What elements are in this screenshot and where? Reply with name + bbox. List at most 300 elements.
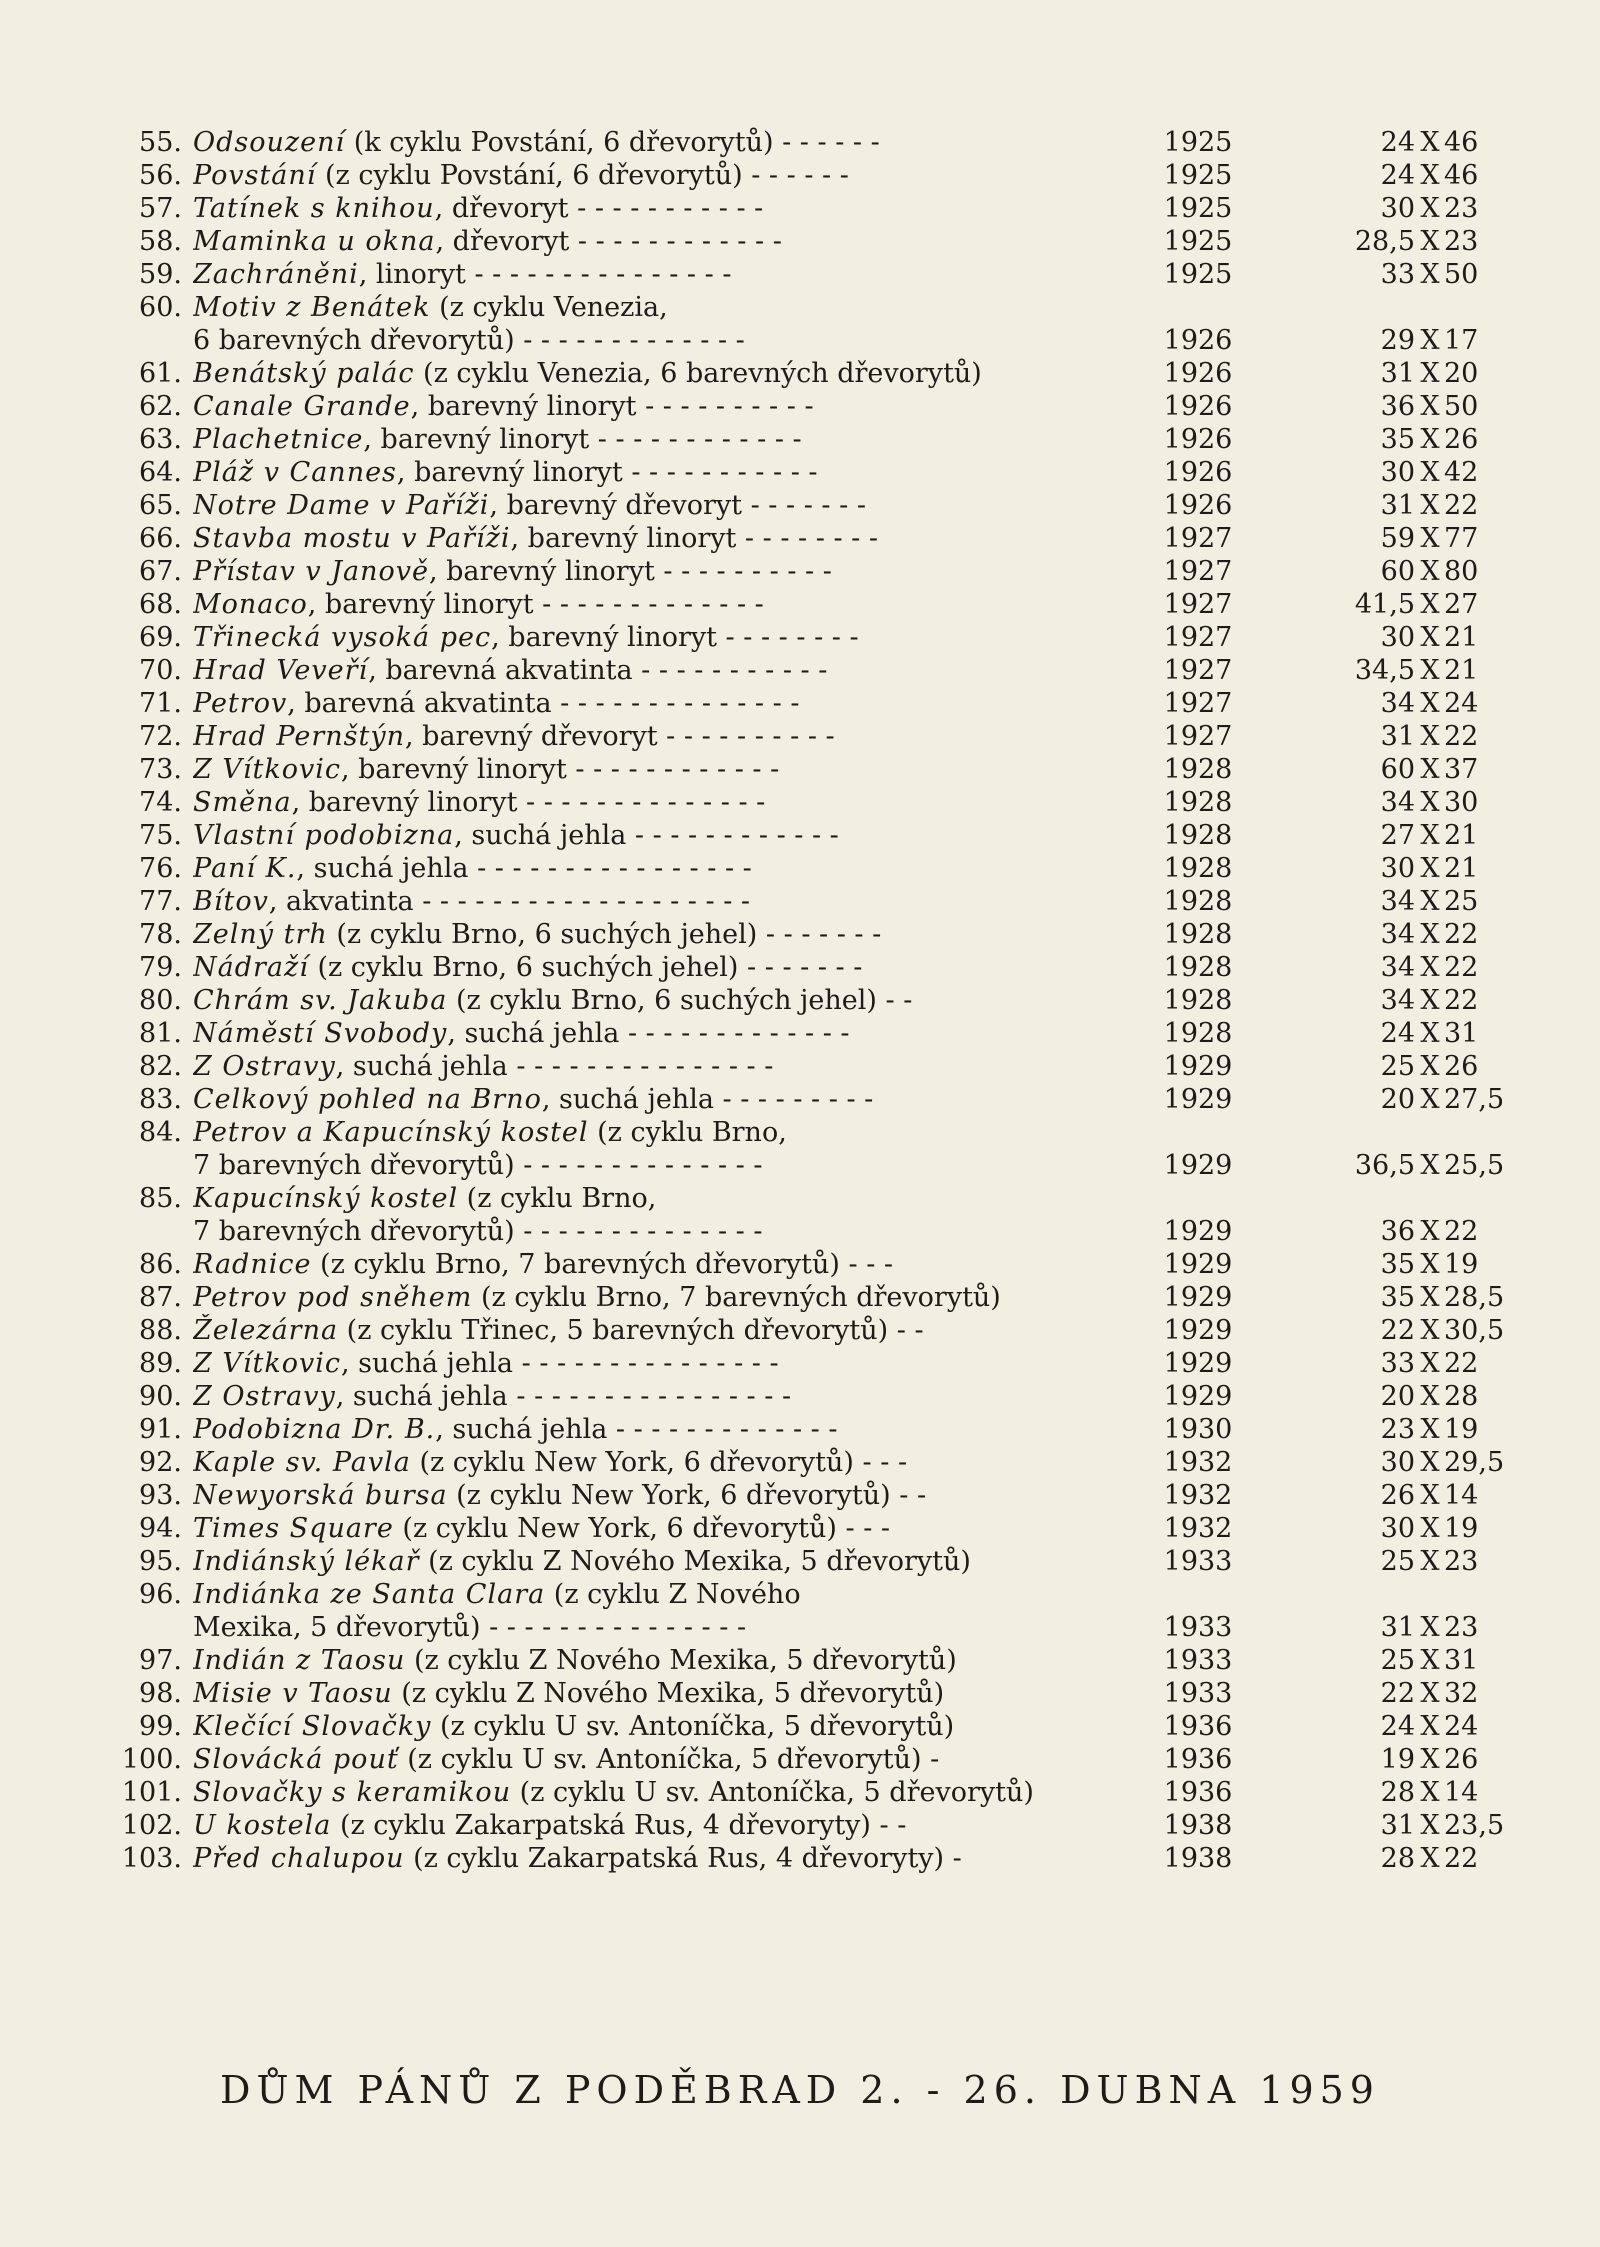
entry-height: 26 (1444, 1051, 1479, 1082)
entry-year: 1926 (1163, 457, 1233, 488)
catalog-entry (0, 1479, 1600, 1512)
entry-year: 1927 (1163, 622, 1233, 653)
entry-height: 37 (1444, 754, 1479, 785)
entry-number: 99. (139, 1711, 182, 1742)
entry-year: 1925 (1163, 193, 1233, 224)
dimension-separator: X (1420, 127, 1440, 158)
catalog-entry (0, 654, 1600, 687)
entry-title: Hrad Pernštýn (193, 721, 405, 752)
entry-height: 22 (1444, 1216, 1479, 1247)
entry-number: 75. (139, 820, 182, 851)
entry-title: Plachetnice (193, 424, 364, 455)
entry-height: 21 (1444, 622, 1479, 653)
entry-year: 1933 (1163, 1546, 1233, 1577)
exhibition-footer: DŮM PÁNŮ Z PODĚBRAD 2. - 26. DUBNA 1959 (220, 2068, 1380, 2112)
entry-description (193, 1512, 1098, 1545)
dimension-separator: X (1420, 1282, 1440, 1313)
dimension-separator: X (1420, 226, 1440, 257)
entry-number: 59. (139, 259, 182, 290)
entry-title: Z Ostravy (193, 1051, 336, 1082)
entry-details: (z cyklu Zakarpatská Rus, 4 dřevoryty) - (404, 1843, 962, 1874)
entry-number: 94. (139, 1513, 182, 1544)
entry-description (193, 687, 1098, 720)
entry-description (193, 621, 1098, 654)
dimension-separator: X (1420, 688, 1440, 719)
entry-description (193, 918, 1098, 951)
entry-height: 21 (1444, 820, 1479, 851)
entry-description (193, 522, 1098, 555)
entry-details: (z cyklu Třinec, 5 barevných dřevorytů) - - (338, 1315, 924, 1346)
entry-description (193, 885, 1098, 918)
entry-description (193, 1743, 1098, 1776)
entry-height: 22 (1444, 721, 1479, 752)
entry-year: 1938 (1163, 1810, 1233, 1841)
entry-details: , barevný linoryt - - - - - - - - - - - - - (307, 589, 764, 620)
catalog-entry (0, 1743, 1600, 1776)
entry-details: (z cyklu Venezia, 6 barevných dřevorytů) (414, 358, 982, 389)
entry-description (193, 1182, 1098, 1215)
entry-title: Z Vítkovic (193, 1348, 341, 1379)
dimension-separator: X (1420, 1480, 1440, 1511)
entry-width: 60 (1380, 556, 1415, 587)
entry-number: 71. (139, 688, 182, 719)
entry-height: 26 (1444, 1744, 1479, 1775)
entry-number: 70. (139, 655, 182, 686)
dimension-separator: X (1420, 1843, 1440, 1874)
entry-description (193, 786, 1098, 819)
catalog-entry (0, 1248, 1600, 1281)
entry-description (193, 126, 1098, 159)
catalog-entry (0, 687, 1600, 720)
entry-year: 1929 (1163, 1249, 1233, 1280)
entry-details: , suchá jehla - - - - - - - - - - - - - - - - (296, 853, 752, 884)
entry-width: 34,5 (1354, 655, 1415, 686)
entry-title: Zachráněni (193, 259, 359, 290)
entry-number: 60. (139, 292, 182, 323)
entry-year: 1926 (1163, 325, 1233, 356)
entry-details: (z cyklu Brno, 6 suchých jehel) - - (447, 985, 913, 1016)
entry-width: 59 (1380, 523, 1415, 554)
entry-description (193, 555, 1098, 588)
dimension-separator: X (1420, 622, 1440, 653)
entry-description (193, 1710, 1098, 1743)
catalog-entry (0, 1116, 1600, 1182)
entry-width: 29 (1380, 325, 1415, 356)
entry-height: 22 (1444, 1348, 1479, 1379)
dimension-separator: X (1420, 820, 1440, 851)
catalog-entry (0, 1545, 1600, 1578)
entry-height: 25,5 (1444, 1150, 1505, 1181)
entry-details: , barevný linoryt - - - - - - - - - - (428, 556, 832, 587)
entry-year: 1928 (1163, 853, 1233, 884)
catalog-list (0, 126, 1600, 1875)
entry-number: 56. (139, 160, 182, 191)
entry-width: 28,5 (1354, 226, 1415, 257)
dimension-separator: X (1420, 754, 1440, 785)
entry-description (193, 1314, 1098, 1347)
dimension-separator: X (1420, 457, 1440, 488)
dimension-separator: X (1420, 1018, 1440, 1049)
entry-continuation: 6 barevných dřevorytů) - - - - - - - - - - - - - (193, 325, 745, 356)
entry-year: 1928 (1163, 985, 1233, 1016)
entry-description (193, 951, 1098, 984)
entry-title: Misie v Taosu (193, 1678, 393, 1709)
catalog-entry (0, 1677, 1600, 1710)
catalog-entry (0, 291, 1600, 357)
entry-details: (z cyklu Venezia, (430, 292, 668, 323)
entry-year: 1925 (1163, 259, 1233, 290)
entry-description (193, 1248, 1098, 1281)
entry-title: Benátský palác (193, 358, 415, 389)
entry-description (193, 1050, 1098, 1083)
entry-year: 1928 (1163, 754, 1233, 785)
entry-width: 31 (1380, 490, 1415, 521)
entry-year: 1933 (1163, 1645, 1233, 1676)
entry-details: , barevný linoryt - - - - - - - - - - - - (340, 754, 780, 785)
entry-width: 20 (1380, 1084, 1415, 1115)
entry-year: 1932 (1163, 1480, 1233, 1511)
entry-number: 78. (139, 919, 182, 950)
entry-width: 34 (1380, 985, 1415, 1016)
entry-height: 50 (1444, 259, 1479, 290)
entry-title: Směna (193, 787, 292, 818)
entry-width: 22 (1380, 1315, 1415, 1346)
entry-description (193, 1347, 1098, 1380)
entry-details: , barevná akvatinta - - - - - - - - - - - - - - (287, 688, 800, 719)
entry-width: 25 (1380, 1645, 1415, 1676)
entry-description (193, 852, 1098, 885)
entry-title: Z Ostravy (193, 1381, 336, 1412)
catalog-entry (0, 489, 1600, 522)
catalog-entry (0, 225, 1600, 258)
catalog-entry (0, 1347, 1600, 1380)
entry-width: 34 (1380, 886, 1415, 917)
catalog-entry (0, 423, 1600, 456)
entry-number: 80. (139, 985, 182, 1016)
entry-number: 81. (139, 1018, 182, 1049)
entry-details: (z cyklu Z Nového Mexika, 5 dřevorytů) (405, 1645, 957, 1676)
catalog-entry (0, 1710, 1600, 1743)
entry-description (193, 720, 1098, 753)
entry-title: Petrov a Kapucínský kostel (193, 1117, 589, 1148)
entry-details: (z cyklu New York, 6 dřevorytů) - - (447, 1480, 927, 1511)
entry-details: , suchá jehla - - - - - - - - - - - - - (435, 1414, 838, 1445)
entry-width: 31 (1380, 1810, 1415, 1841)
entry-title: Times Square (193, 1513, 394, 1544)
dimension-separator: X (1420, 589, 1440, 620)
entry-width: 31 (1380, 358, 1415, 389)
catalog-entry (0, 192, 1600, 225)
entry-title: Radnice (193, 1249, 312, 1280)
dimension-separator: X (1420, 1744, 1440, 1775)
entry-number: 86. (139, 1249, 182, 1280)
entry-width: 22 (1380, 1678, 1415, 1709)
entry-details: , barevný linoryt - - - - - - - - - - (410, 391, 814, 422)
catalog-entry (0, 1842, 1600, 1875)
entry-description (193, 1281, 1098, 1314)
entry-title: Hrad Veveří (193, 655, 369, 686)
entry-details: (z cyklu Z Nového Mexika, 5 dřevorytů) (419, 1546, 971, 1577)
entry-details: , suchá jehla - - - - - - - - - - - - - - - - (335, 1381, 792, 1412)
entry-width: 28 (1380, 1843, 1415, 1874)
entry-year: 1927 (1163, 655, 1233, 686)
entry-number: 82. (139, 1051, 182, 1082)
entry-height: 46 (1444, 160, 1479, 191)
entry-year: 1927 (1163, 721, 1233, 752)
entry-continuation: Mexika, 5 dřevorytů) - - - - - - - - - - - - - - - (193, 1612, 747, 1643)
entry-width: 36 (1380, 391, 1415, 422)
dimension-separator: X (1420, 655, 1440, 686)
entry-width: 24 (1380, 1711, 1415, 1742)
entry-year: 1932 (1163, 1513, 1233, 1544)
entry-title: Canale Grande (193, 391, 411, 422)
entry-year: 1929 (1163, 1051, 1233, 1082)
entry-title: Kapucínský kostel (193, 1183, 459, 1214)
dimension-separator: X (1420, 391, 1440, 422)
entry-details: , barevný linoryt - - - - - - - - (510, 523, 878, 554)
entry-number: 76. (139, 853, 182, 884)
entry-height: 20 (1444, 358, 1479, 389)
entry-height: 26 (1444, 424, 1479, 455)
dimension-separator: X (1420, 1513, 1440, 1544)
entry-number: 89. (139, 1348, 182, 1379)
entry-details: , dřevoryt - - - - - - - - - - - - (435, 226, 782, 257)
entry-title: Povstání (193, 160, 317, 191)
catalog-entry (0, 555, 1600, 588)
entry-height: 31 (1444, 1018, 1479, 1049)
entry-description (193, 654, 1098, 687)
entry-number: 62. (139, 391, 182, 422)
entry-number: 83. (139, 1084, 182, 1115)
entry-width: 26 (1380, 1480, 1415, 1511)
entry-height: 19 (1444, 1249, 1479, 1280)
dimension-separator: X (1420, 358, 1440, 389)
entry-height: 42 (1444, 457, 1479, 488)
entry-year: 1927 (1163, 589, 1233, 620)
entry-details: (z cyklu U sv. Antoníčka, 5 dřevorytů) (431, 1711, 955, 1742)
entry-height: 28,5 (1444, 1282, 1505, 1313)
entry-details: (z cyklu New York, 6 dřevorytů) - - - (410, 1447, 908, 1478)
entry-description (193, 1809, 1098, 1842)
dimension-separator: X (1420, 193, 1440, 224)
entry-number: 57. (139, 193, 182, 224)
entry-continuation: 7 barevných dřevorytů) - - - - - - - - - - - - - - (193, 1150, 763, 1181)
entry-height: 27 (1444, 589, 1479, 620)
catalog-entry (0, 1776, 1600, 1809)
entry-description (193, 456, 1098, 489)
entry-description (193, 1842, 1098, 1875)
catalog-entry (0, 753, 1600, 786)
entry-title: Kaple sv. Pavla (193, 1447, 411, 1478)
entry-title: Newyorská bursa (193, 1480, 448, 1511)
entry-height: 17 (1444, 325, 1479, 356)
entry-continuation: 7 barevných dřevorytů) - - - - - - - - - - - - - - (193, 1216, 763, 1247)
dimension-separator: X (1420, 1414, 1440, 1445)
entry-details: , suchá jehla - - - - - - - - - - - - - - - (340, 1348, 779, 1379)
catalog-entry (0, 786, 1600, 819)
catalog-entry (0, 1578, 1600, 1644)
entry-year: 1925 (1163, 127, 1233, 158)
entry-title: Zelný trh (193, 919, 328, 950)
entry-details: , barevný linoryt - - - - - - - - - - - - - - (291, 787, 766, 818)
catalog-entry (0, 1644, 1600, 1677)
catalog-entry (0, 819, 1600, 852)
dimension-separator: X (1420, 259, 1440, 290)
entry-year: 1928 (1163, 1018, 1233, 1049)
entry-width: 24 (1380, 1018, 1415, 1049)
entry-title: Třinecká vysoká pec (193, 622, 492, 653)
entry-details: , suchá jehla - - - - - - - - - - - - - - - (335, 1051, 774, 1082)
dimension-separator: X (1420, 1810, 1440, 1841)
entry-number: 97. (139, 1645, 182, 1676)
catalog-entry (0, 357, 1600, 390)
catalog-entry (0, 1182, 1600, 1248)
entry-title: Přístav v Janově (193, 556, 429, 587)
entry-year: 1930 (1163, 1414, 1233, 1445)
catalog-entry (0, 1413, 1600, 1446)
entry-number: 84. (139, 1117, 182, 1148)
entry-title: Klečící Slovačky (193, 1711, 432, 1742)
entry-number: 90. (139, 1381, 182, 1412)
entry-width: 20 (1380, 1381, 1415, 1412)
entry-year: 1928 (1163, 952, 1233, 983)
entry-height: 23 (1444, 1612, 1479, 1643)
entry-number: 77. (139, 886, 182, 917)
entry-details: , barevný linoryt - - - - - - - - - - - (396, 457, 818, 488)
entry-title: Petrov pod sněhem (193, 1282, 473, 1313)
entry-description (193, 489, 1098, 522)
entry-year: 1929 (1163, 1216, 1233, 1247)
dimension-separator: X (1420, 160, 1440, 191)
entry-details: (z cyklu Brno, (588, 1117, 787, 1148)
entry-year: 1926 (1163, 391, 1233, 422)
entry-width: 30 (1380, 853, 1415, 884)
entry-year: 1925 (1163, 226, 1233, 257)
entry-width: 36 (1380, 1216, 1415, 1247)
entry-width: 30 (1380, 457, 1415, 488)
entry-title: Motiv z Benátek (193, 292, 431, 323)
entry-height: 30 (1444, 787, 1479, 818)
entry-width: 60 (1380, 754, 1415, 785)
entry-number: 95. (139, 1546, 182, 1577)
entry-height: 23 (1444, 226, 1479, 257)
entry-description (193, 1677, 1098, 1710)
entry-number: 73. (139, 754, 182, 785)
dimension-separator: X (1420, 985, 1440, 1016)
entry-year: 1927 (1163, 523, 1233, 554)
entry-width: 24 (1380, 127, 1415, 158)
entry-description (193, 819, 1098, 852)
entry-title: Stavba mostu v Paříži (193, 523, 511, 554)
entry-title: Maminka u okna (193, 226, 436, 257)
entry-title: Z Vítkovic (193, 754, 341, 785)
entry-details: (z cyklu Povstání, 6 dřevorytů) - - - - - - (316, 160, 849, 191)
entry-height: 22 (1444, 952, 1479, 983)
entry-number: 58. (139, 226, 182, 257)
entry-height: 29,5 (1444, 1447, 1505, 1478)
entry-height: 19 (1444, 1513, 1479, 1544)
entry-number: 61. (139, 358, 182, 389)
entry-height: 22 (1444, 490, 1479, 521)
entry-title: U kostela (193, 1810, 332, 1841)
entry-height: 21 (1444, 655, 1479, 686)
entry-details: (z cyklu Zakarpatská Rus, 4 dřevoryty) - - (331, 1810, 907, 1841)
entry-year: 1926 (1163, 358, 1233, 389)
entry-details: , barevný dřevoryt - - - - - - - - - - (405, 721, 835, 752)
entry-height: 24 (1444, 1711, 1479, 1742)
dimension-separator: X (1420, 1612, 1440, 1643)
entry-number: 74. (139, 787, 182, 818)
entry-year: 1929 (1163, 1348, 1233, 1379)
entry-width: 30 (1380, 1513, 1415, 1544)
entry-title: Indiánka ze Santa Clara (193, 1579, 546, 1610)
entry-number: 64. (139, 457, 182, 488)
entry-details: (z cyklu Brno, 7 barevných dřevorytů) (472, 1282, 1001, 1313)
entry-details: (z cyklu Brno, 6 suchých jehel) - - - - - - - (308, 952, 863, 983)
entry-height: 32 (1444, 1678, 1479, 1709)
entry-details: (z cyklu Brno, 7 barevných dřevorytů) - - - (311, 1249, 894, 1280)
entry-details: (z cyklu Z Nového (545, 1579, 801, 1610)
entry-year: 1929 (1163, 1315, 1233, 1346)
entry-width: 34 (1380, 919, 1415, 950)
entry-title: Nádraží (193, 952, 309, 983)
entry-height: 25 (1444, 886, 1479, 917)
entry-number: 103. (121, 1843, 182, 1874)
entry-description (193, 753, 1098, 786)
dimension-separator: X (1420, 1051, 1440, 1082)
entry-year: 1928 (1163, 919, 1233, 950)
entry-title: Pláž v Cannes (193, 457, 397, 488)
entry-details: (z cyklu Brno, (458, 1183, 657, 1214)
entry-description (193, 1446, 1098, 1479)
catalog-entry (0, 588, 1600, 621)
entry-details: (z cyklu U sv. Antoníčka, 5 dřevorytů) (511, 1777, 1034, 1808)
entry-width: 41,5 (1354, 589, 1415, 620)
entry-title: Indiánský lékař (193, 1546, 420, 1577)
entry-height: 77 (1444, 523, 1479, 554)
entry-width: 33 (1380, 259, 1415, 290)
entry-year: 1926 (1163, 424, 1233, 455)
catalog-entry (0, 1050, 1600, 1083)
catalog-entry (0, 984, 1600, 1017)
entry-description (193, 1644, 1098, 1677)
dimension-separator: X (1420, 886, 1440, 917)
entry-number: 79. (139, 952, 182, 983)
entry-width: 30 (1380, 193, 1415, 224)
entry-number: 92. (139, 1447, 182, 1478)
entry-description (193, 588, 1098, 621)
entry-year: 1927 (1163, 556, 1233, 587)
entry-number: 66. (139, 523, 182, 554)
entry-year: 1925 (1163, 160, 1233, 191)
entry-year: 1936 (1163, 1777, 1233, 1808)
entry-description (193, 1413, 1098, 1446)
entry-title: Náměstí Svobody (193, 1018, 448, 1049)
entry-number: 63. (139, 424, 182, 455)
catalog-entry (0, 951, 1600, 984)
dimension-separator: X (1420, 1150, 1440, 1181)
dimension-separator: X (1420, 1546, 1440, 1577)
entry-year: 1932 (1163, 1447, 1233, 1478)
entry-width: 28 (1380, 1777, 1415, 1808)
entry-description (193, 1083, 1098, 1116)
entry-year: 1929 (1163, 1150, 1233, 1181)
entry-number: 100. (121, 1744, 182, 1775)
entry-year: 1929 (1163, 1282, 1233, 1313)
entry-year: 1933 (1163, 1612, 1233, 1643)
entry-width: 33 (1380, 1348, 1415, 1379)
entry-description (193, 1479, 1098, 1512)
